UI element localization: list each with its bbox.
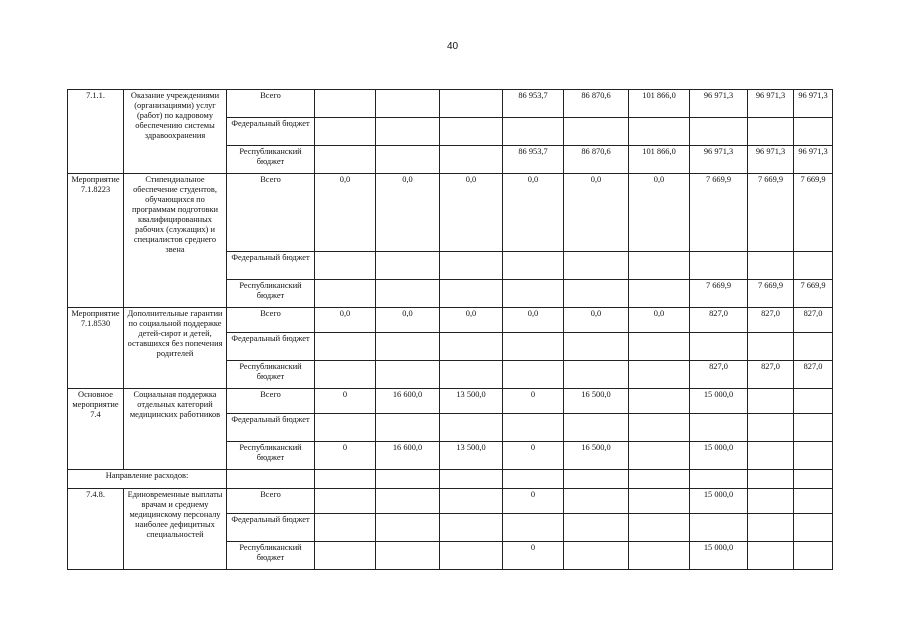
value-cell: [315, 146, 376, 174]
value-cell: [748, 252, 794, 280]
source-federal: [227, 514, 315, 542]
value-cell: 16 500,0: [564, 442, 629, 470]
table-row: [68, 308, 833, 333]
value-cell: [376, 90, 440, 118]
value-cell: [629, 489, 690, 514]
value-cell: 0,0: [503, 308, 564, 333]
row-code: 7.4.8.: [68, 489, 124, 570]
source-republic: [227, 280, 315, 308]
value-cell: [440, 361, 503, 389]
value-cell: 86 870,6: [564, 146, 629, 174]
value-cell: [748, 414, 794, 442]
value-cell: [748, 489, 794, 514]
value-cell: 827,0: [690, 361, 748, 389]
value-cell: [440, 489, 503, 514]
value-cell: 96 971,3: [794, 146, 833, 174]
value-cell: [748, 118, 794, 146]
table-row: [68, 489, 833, 514]
value-cell: 13 500,0: [440, 442, 503, 470]
source-label: Всего: [260, 175, 281, 184]
value-cell: 7 669,9: [748, 174, 794, 252]
source-label: Всего: [260, 309, 281, 318]
value-cell: 0,0: [376, 308, 440, 333]
value-cell: 7 669,9: [794, 174, 833, 252]
value-cell: [503, 252, 564, 280]
source-federal: [227, 252, 315, 280]
value-cell: 7 669,9: [794, 280, 833, 308]
value-cell: [315, 333, 376, 361]
source-label: Федеральный бюджет: [231, 515, 310, 524]
value-cell: [629, 252, 690, 280]
row-code: Мероприятие 7.1.8530: [68, 308, 124, 389]
row-name: Единовременные выплаты врачам и среднему медицинскому персоналу наиболее дефицитных специальностей: [124, 489, 227, 570]
value-cell: [748, 333, 794, 361]
value-cell: [376, 361, 440, 389]
value-cell: [564, 542, 629, 570]
source-label: Федеральный бюджет: [231, 119, 310, 128]
source-label: Республиканский бюджет: [239, 281, 302, 300]
value-cell: [564, 514, 629, 542]
source-federal: [227, 414, 315, 442]
value-cell: [629, 514, 690, 542]
value-cell: 101 866,0: [629, 146, 690, 174]
value-cell: [690, 414, 748, 442]
value-cell: [376, 252, 440, 280]
value-cell: 86 953,7: [503, 90, 564, 118]
source-republic: [227, 146, 315, 174]
source-label: Федеральный бюджет: [231, 253, 310, 262]
value-cell: 827,0: [794, 361, 833, 389]
value-cell: [794, 514, 833, 542]
value-cell: [440, 414, 503, 442]
value-cell: 0,0: [315, 308, 376, 333]
value-cell: [564, 118, 629, 146]
value-cell: [794, 489, 833, 514]
value-cell: [440, 514, 503, 542]
value-cell: 16 600,0: [376, 442, 440, 470]
value-cell: [315, 414, 376, 442]
value-cell: [564, 333, 629, 361]
value-cell: 827,0: [748, 361, 794, 389]
row-code: Мероприятие 7.1.8223: [68, 174, 124, 308]
value-cell: [440, 118, 503, 146]
source-total: [227, 389, 315, 414]
source-federal: [227, 333, 315, 361]
empty-cell: [690, 470, 748, 489]
value-cell: [376, 489, 440, 514]
value-cell: [440, 280, 503, 308]
source-total: [227, 174, 315, 252]
value-cell: [503, 333, 564, 361]
row-code: Основное мероприятие 7.4: [68, 389, 124, 470]
value-cell: [564, 252, 629, 280]
budget-table-body: [68, 90, 833, 570]
value-cell: 0,0: [503, 174, 564, 252]
value-cell: [564, 280, 629, 308]
source-label: Республиканский бюджет: [239, 443, 302, 462]
value-cell: [629, 333, 690, 361]
value-cell: [315, 489, 376, 514]
empty-cell: [794, 470, 833, 489]
value-cell: 0,0: [376, 174, 440, 252]
value-cell: 0: [315, 442, 376, 470]
value-cell: 15 000,0: [690, 489, 748, 514]
value-cell: 96 971,3: [748, 90, 794, 118]
value-cell: [376, 280, 440, 308]
empty-cell: [440, 470, 503, 489]
value-cell: [376, 118, 440, 146]
empty-cell: [748, 470, 794, 489]
value-cell: 16 500,0: [564, 389, 629, 414]
value-cell: [629, 442, 690, 470]
value-cell: 16 600,0: [376, 389, 440, 414]
value-cell: [315, 252, 376, 280]
value-cell: [440, 252, 503, 280]
value-cell: [440, 333, 503, 361]
value-cell: [629, 542, 690, 570]
value-cell: 101 866,0: [629, 90, 690, 118]
value-cell: [564, 361, 629, 389]
source-label: Республиканский бюджет: [239, 147, 302, 166]
value-cell: [503, 361, 564, 389]
source-republic: [227, 361, 315, 389]
table-row: [68, 174, 833, 252]
source-republic: [227, 542, 315, 570]
value-cell: 7 669,9: [690, 280, 748, 308]
value-cell: [748, 514, 794, 542]
value-cell: 0: [503, 389, 564, 414]
value-cell: [629, 389, 690, 414]
row-code: 7.1.1.: [68, 90, 124, 174]
value-cell: 86 953,7: [503, 146, 564, 174]
value-cell: [503, 414, 564, 442]
budget-table: [67, 89, 833, 570]
value-cell: [629, 361, 690, 389]
value-cell: [794, 542, 833, 570]
value-cell: [794, 414, 833, 442]
value-cell: 7 669,9: [748, 280, 794, 308]
value-cell: 827,0: [690, 308, 748, 333]
source-label: Федеральный бюджет: [231, 334, 310, 343]
value-cell: [503, 280, 564, 308]
value-cell: [315, 118, 376, 146]
empty-cell: [503, 470, 564, 489]
value-cell: 0: [503, 442, 564, 470]
value-cell: [315, 90, 376, 118]
row-name: Дополнительные гарантии по социальной поддержке детей-сирот и детей, оставшихся без попечения родителей: [124, 308, 227, 389]
value-cell: [503, 118, 564, 146]
value-cell: [376, 542, 440, 570]
table-row: [68, 389, 833, 414]
value-cell: 0: [503, 542, 564, 570]
source-total: [227, 308, 315, 333]
value-cell: 86 870,6: [564, 90, 629, 118]
source-label: Республиканский бюджет: [239, 543, 302, 562]
direction-label: Направление расходов:: [68, 470, 227, 489]
value-cell: [440, 146, 503, 174]
value-cell: [376, 333, 440, 361]
direction-row: [68, 470, 833, 489]
value-cell: [794, 333, 833, 361]
value-cell: [690, 514, 748, 542]
empty-cell: [564, 470, 629, 489]
value-cell: [629, 280, 690, 308]
source-total: [227, 489, 315, 514]
value-cell: 13 500,0: [440, 389, 503, 414]
table-row: [68, 90, 833, 118]
source-label: Всего: [260, 390, 281, 399]
value-cell: 0,0: [629, 308, 690, 333]
source-label: Федеральный бюджет: [231, 415, 310, 424]
value-cell: [315, 514, 376, 542]
row-name: Стипендиальное обеспечение студентов, обучающихся по программам подготовки квалифицированных рабочих (служащих) и специалистов среднего звена: [124, 174, 227, 308]
value-cell: [503, 514, 564, 542]
value-cell: [315, 280, 376, 308]
value-cell: [564, 489, 629, 514]
value-cell: 15 000,0: [690, 442, 748, 470]
source-label: Всего: [260, 91, 281, 100]
value-cell: [690, 252, 748, 280]
row-name: Социальная поддержка отдельных категорий медицинских работников: [124, 389, 227, 470]
value-cell: [748, 442, 794, 470]
value-cell: [629, 414, 690, 442]
empty-cell: [629, 470, 690, 489]
empty-cell: [376, 470, 440, 489]
value-cell: 15 000,0: [690, 542, 748, 570]
value-cell: [564, 414, 629, 442]
value-cell: 96 971,3: [748, 146, 794, 174]
value-cell: [440, 90, 503, 118]
value-cell: [376, 146, 440, 174]
empty-cell: [227, 470, 315, 489]
source-federal: [227, 118, 315, 146]
value-cell: 0: [503, 489, 564, 514]
value-cell: 0,0: [564, 308, 629, 333]
value-cell: [629, 118, 690, 146]
value-cell: [440, 542, 503, 570]
value-cell: 96 971,3: [690, 90, 748, 118]
source-total: [227, 90, 315, 118]
page-number: 40: [446, 41, 459, 52]
row-name: Оказание учреждениями (организациями) услуг (работ) по кадровому обеспечению системы здравоохранения: [124, 90, 227, 174]
value-cell: [794, 442, 833, 470]
value-cell: [690, 333, 748, 361]
value-cell: [794, 389, 833, 414]
value-cell: 96 971,3: [690, 146, 748, 174]
value-cell: 96 971,3: [794, 90, 833, 118]
source-label: Республиканский бюджет: [239, 362, 302, 381]
value-cell: [690, 118, 748, 146]
value-cell: 7 669,9: [690, 174, 748, 252]
value-cell: 827,0: [794, 308, 833, 333]
value-cell: 0,0: [440, 174, 503, 252]
value-cell: 827,0: [748, 308, 794, 333]
source-republic: [227, 442, 315, 470]
value-cell: [315, 361, 376, 389]
value-cell: [376, 514, 440, 542]
value-cell: [315, 542, 376, 570]
value-cell: 0,0: [629, 174, 690, 252]
value-cell: 0,0: [564, 174, 629, 252]
value-cell: 0: [315, 389, 376, 414]
value-cell: [794, 252, 833, 280]
value-cell: 15 000,0: [690, 389, 748, 414]
value-cell: [748, 542, 794, 570]
value-cell: 0,0: [440, 308, 503, 333]
source-label: Всего: [260, 490, 281, 499]
value-cell: [748, 389, 794, 414]
value-cell: [376, 414, 440, 442]
empty-cell: [315, 470, 376, 489]
value-cell: [794, 118, 833, 146]
value-cell: 0,0: [315, 174, 376, 252]
